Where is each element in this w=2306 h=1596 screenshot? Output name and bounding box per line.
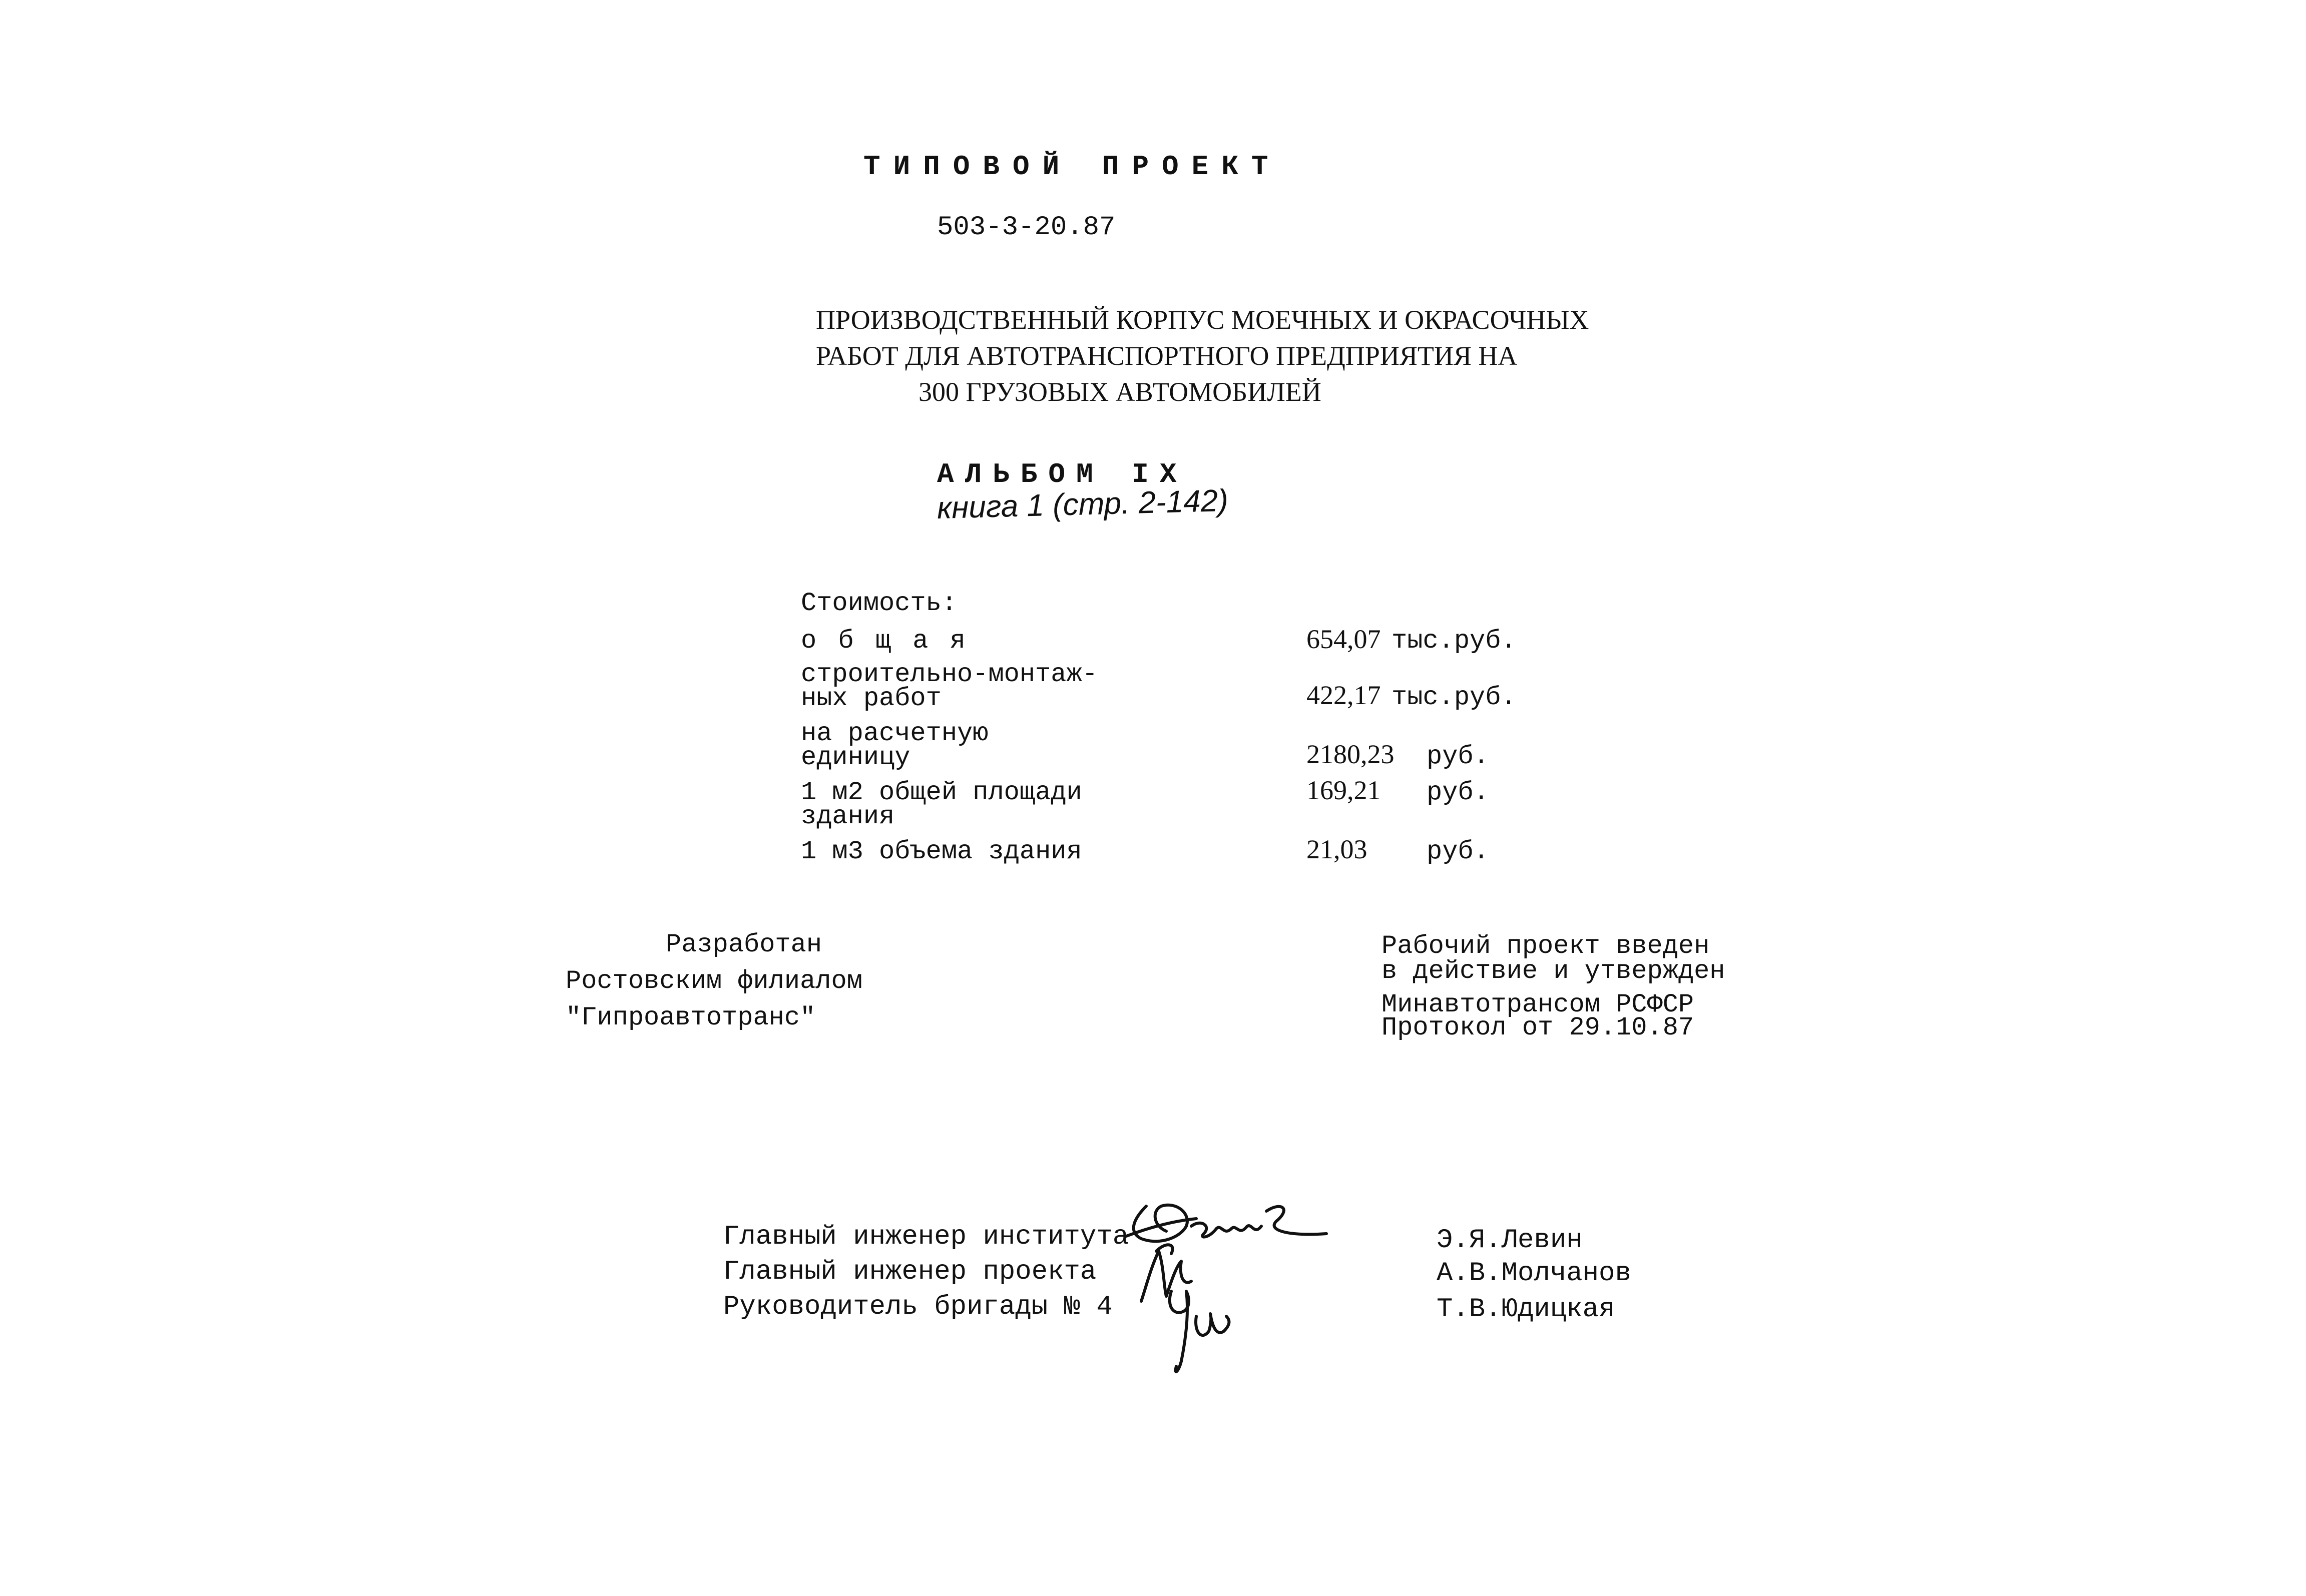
- cost-row-value: 654,07: [1306, 624, 1381, 654]
- cost-row-label: единицу: [801, 743, 910, 772]
- cost-row-value: 2180,23: [1306, 739, 1395, 769]
- approval-line: в действие и утвержден: [1381, 956, 1725, 986]
- approval-line: Протокол от 29.10.87: [1381, 1013, 1694, 1042]
- signature-name: А.В.Молчанов: [1437, 1258, 1631, 1289]
- cost-heading: Стоимость:: [801, 589, 958, 618]
- cost-row-unit: руб.: [1427, 837, 1489, 866]
- signature-position: Главный инженер института: [723, 1222, 1129, 1252]
- cost-row-label: 1 м2 общей площади: [801, 778, 1082, 807]
- book-handwritten-note: книга 1 (стр. 2-142): [937, 483, 1229, 525]
- project-title-line: 300 ГРУЗОВЫХ АВТОМОБИЛЕЙ: [918, 377, 1321, 407]
- cost-row-unit: тыс.руб.: [1392, 683, 1517, 712]
- cost-row-label: на расчетную: [801, 719, 989, 748]
- cost-row-unit: тыс.руб.: [1392, 626, 1517, 656]
- developer-line: Разработан: [666, 930, 822, 959]
- project-number: 503-3-20.87: [937, 212, 1116, 243]
- cost-row-unit: руб.: [1427, 778, 1489, 807]
- signature-name: Э.Я.Левин: [1437, 1225, 1583, 1256]
- document-type: ТИПОВОЙ ПРОЕКТ: [863, 151, 1281, 183]
- signature-name: Т.В.Юдицкая: [1437, 1294, 1615, 1325]
- cost-row-label: ных работ: [801, 684, 942, 713]
- project-title-line: ПРОИЗВОДСТВЕННЫЙ КОРПУС МОЕЧНЫХ И ОКРАСОЧНЫХ: [816, 305, 1589, 335]
- album-number: АЛЬБОМ IX: [937, 458, 1188, 490]
- cost-row-label: строительно-монтаж-: [801, 660, 1098, 689]
- cost-row-value: 21,03: [1306, 834, 1367, 864]
- handwritten-signature-3: [1161, 1281, 1236, 1381]
- cost-row-label: о б щ а я: [801, 626, 969, 656]
- approval-line: Минавтотрансом РСФСР: [1381, 990, 1694, 1019]
- cost-row-value: 422,17: [1306, 680, 1381, 710]
- project-title-line: РАБОТ ДЛЯ АВТОТРАНСПОРТНОГО ПРЕДПРИЯТИЯ НА: [816, 341, 1518, 371]
- signature-position: Главный инженер проекта: [723, 1257, 1097, 1287]
- cost-row-label: здания: [801, 802, 895, 831]
- developer-line: "Гипроавтотранс": [566, 1003, 816, 1032]
- cost-row-unit: руб.: [1427, 742, 1489, 771]
- approval-line: Рабочий проект введен: [1381, 931, 1710, 961]
- developer-line: Ростовским филиалом: [566, 966, 862, 996]
- cost-row-label: 1 м3 объема здания: [801, 837, 1082, 866]
- signature-position: Руководитель бригады № 4: [723, 1292, 1113, 1322]
- cost-row-value: 169,21: [1306, 775, 1381, 805]
